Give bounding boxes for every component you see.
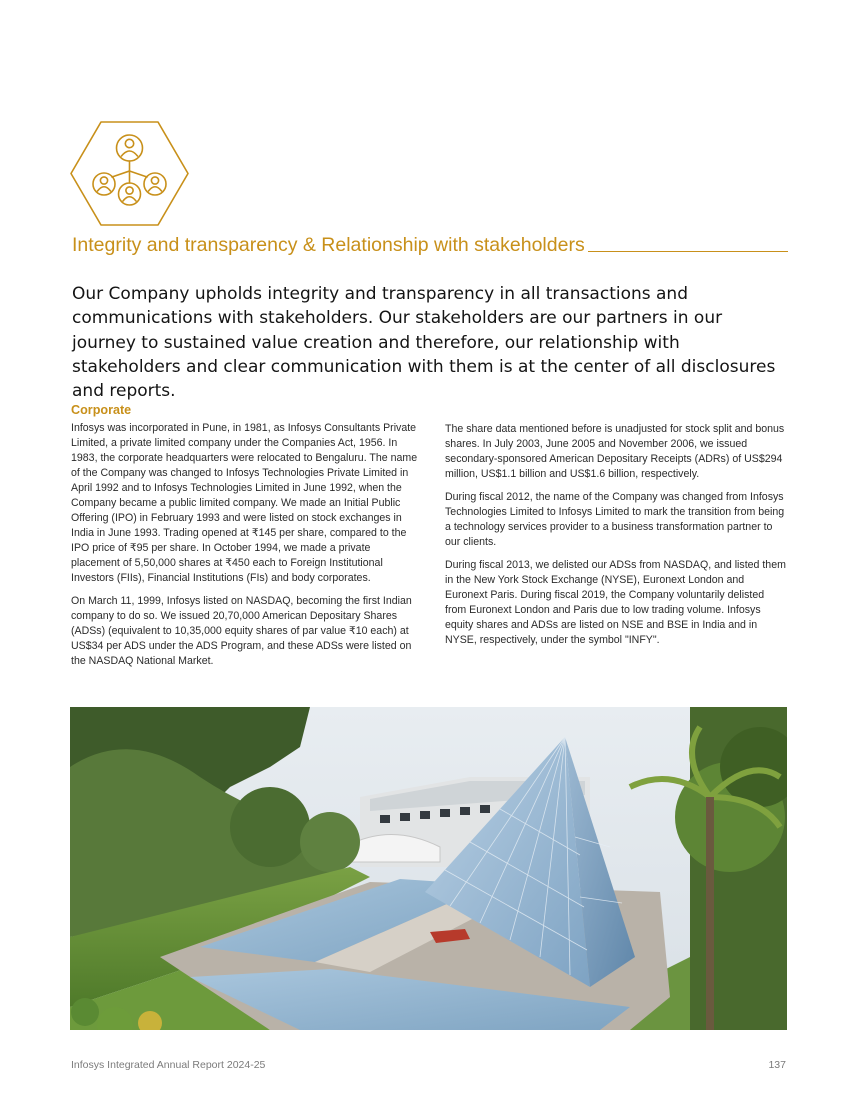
corporate-heading: Corporate — [71, 403, 132, 417]
glass-pyramid-campus-photo — [70, 707, 787, 1030]
body-paragraph: On March 11, 1999, Infosys listed on NASDAQ, becoming the first Indian company to do so. We issued 20,70,000 American Depositary Shares (ADSs) (equivalent to 10,35,000 equity shares of par value ₹10 each) at US$34 per ADS under the ADS Program, and these ADSs were listed on the NASDAQ National Market. — [71, 595, 412, 667]
stakeholders-network-icon — [70, 121, 189, 226]
body-paragraph: Infosys was incorporated in Pune, in 1981, as Infosys Consultants Private Limited, a private limited company under the Companies Act, 1956. In 1983, the corporate headquarters were relocated to Bengaluru. The name of the Company was changed to Infosys Technologies Private Limited in April 1992 and to Infosys Technologies Limited in June 1992, when the Company became a public limited company. We made an Initial Public Offering (IPO) in February 1993 and were listed on stock exchanges in India in June 1993. Trading opened at ₹145 per share, compared to the IPO price of ₹95 per share. In October 1994, we made a private placement of 5,50,000 shares at ₹450 each to Foreign Institutional Investors (FIIs), Financial Institutions (FIs) and body corporates. — [71, 422, 418, 584]
section-title-text: Integrity and transparency & Relationship with stakeholders — [72, 234, 585, 256]
title-underline-rule — [588, 251, 788, 252]
left-column — [71, 402, 419, 677]
section-title — [72, 232, 788, 258]
body-paragraph: During fiscal 2012, the name of the Company was changed from Infosys Technologies Limited to Infosys Limited to mark the transition from being a technology services provider to a business transformation partner to our clients. — [445, 491, 785, 548]
page-number: 137 — [768, 1059, 786, 1071]
right-column — [445, 422, 788, 656]
body-paragraph: During fiscal 2013, we delisted our ADSs from NASDAQ, and listed them in the New York Stock Exchange (NYSE), Euronext London and Euronext Paris. During fiscal 2019, the Company voluntarily delisted from Euronext London and Paris due to low trading volume. Infosys equity shares and ADSs are listed on NSE and BSE in India and in NYSE, respectively, under the symbol "INFY". — [445, 559, 786, 646]
lead-paragraph: Our Company upholds integrity and transparency in all transactions and communications with stakeholders. Our stakeholders are our partners in our journey to sustained value creation and therefore, our relationship with stakeholders and clear communication with them is at the center of all disclosures and reports. — [72, 284, 776, 402]
body-paragraph: The share data mentioned before is unadjusted for stock split and bonus shares. In July 2003, June 2005 and November 2006, we issued secondary-sponsored American Depositary Receipts (ADRs) of US$294 million, US$1.1 billion and US$1.6 billion, respectively. — [445, 423, 785, 480]
footer-report-name: Infosys Integrated Annual Report 2024-25 — [71, 1059, 266, 1071]
